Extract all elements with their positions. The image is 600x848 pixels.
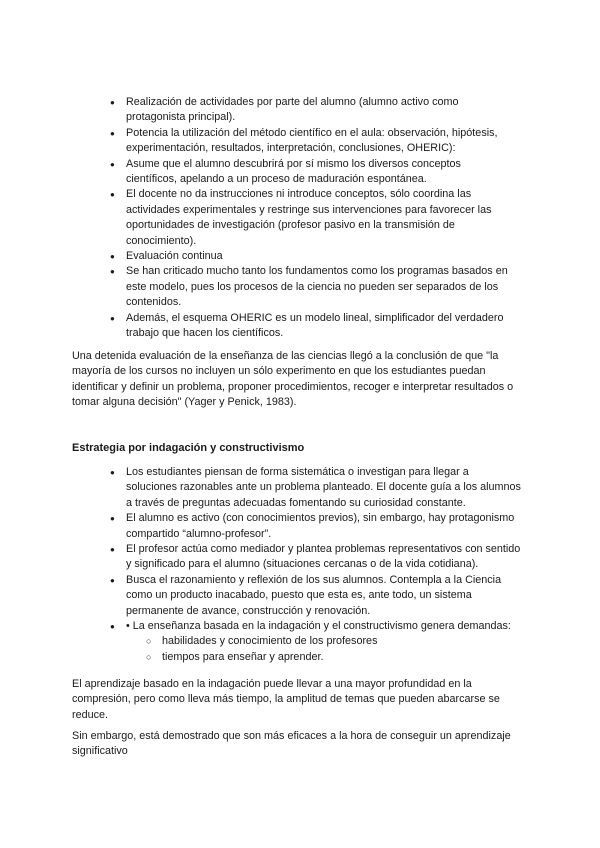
list-item-demands: [0, 619, 521, 665]
inquiry-strategy-list: [0, 465, 521, 665]
list-item: ● El alumno es activo (con conocimientos previos), sin embargo, hay protagonismo compartido “alumno-profesor”.: [0, 511, 521, 542]
sub-list-item: ○ tiempos para enseñar y aprender.: [0, 650, 522, 665]
conclusion-paragraph: Sin embargo, está demostrado que son más eficaces a la hora de conseguir un aprendizaje significativo: [72, 730, 511, 758]
model-features-list: [0, 95, 510, 342]
sub-list-item: ○ habilidades y conocimiento de los profesores: [0, 634, 522, 649]
section-heading: Estrategia por indagación y constructivismo: [72, 442, 305, 454]
list-item: ● El profesor actúa como mediador y plantea problemas representativos con sentido y significado para el alumno (situaciones cercanas o de la vida cotidiana).: [0, 542, 521, 573]
list-item: ● Se han criticado mucho tanto los fundamentos como los programas basados en este modelo, pues los procesos de la ciencia no pueden ser separados de los contenidos.: [0, 264, 510, 310]
depth-paragraph: El aprendizaje basado en la indagación puede llevar a una mayor profundidad en la compresión, pero como lleva más tiempo, la amplitud de temas que pueden abarcarse se reduce.: [72, 678, 500, 721]
list-item: ● Busca el razonamiento y reflexión de los sus alumnos. Contempla a la Ciencia como un producto inacabado, puesto que esta es, ante todo, un sistema permanente de avance, construcción y renovación.: [0, 573, 521, 619]
list-item: ● Potencia la utilización del método científico en el aula: observación, hipótesis, experimentación, resultados, interpretación, conclusiones, OHERIC):: [0, 126, 510, 157]
list-item: ● Realización de actividades por parte del alumno (alumno activo como protagonista principal).: [0, 95, 510, 126]
list-item: ● Los estudiantes piensan de forma sistemática o investigan para llegar a soluciones razonables ante un problema planteado. El docente guía a los alumnos a través de preguntas adecuadas fomentando su curiosidad constante.: [0, 465, 521, 511]
list-item: ● Evaluación continua: [0, 249, 510, 264]
evaluation-paragraph: Una detenida evaluación de la enseñanza de las ciencias llegó a la conclusión de que "la mayoría de los cursos no incluyen un sólo experimento en que los estudiantes puedan identificar y definir un problema, proponer procedimientos, recoger e interpretar resultados o tomar alguna decisión" (Yager y Penick, 1983).: [72, 350, 514, 409]
list-item: ● Asume que el alumno descubrirá por sí mismo los diversos conceptos científicos, apelando a un proceso de maduración espontánea.: [0, 157, 510, 188]
demands-sublist: [126, 634, 521, 665]
list-item: ● El docente no da instrucciones ni introduce conceptos, sólo coordina las actividades experimentales y restringe sus intervenciones para favorecer las oportunidades de investigación (profesor pasivo en la transmisión de conocimiento).: [0, 187, 510, 249]
list-item-label: • La enseñanza basada en la indagación y el constructivismo genera demandas:: [126, 620, 511, 633]
list-item: ● Además, el esquema OHERIC es un modelo lineal, simplificador del verdadero trabajo que hacen los científicos.: [0, 311, 510, 342]
